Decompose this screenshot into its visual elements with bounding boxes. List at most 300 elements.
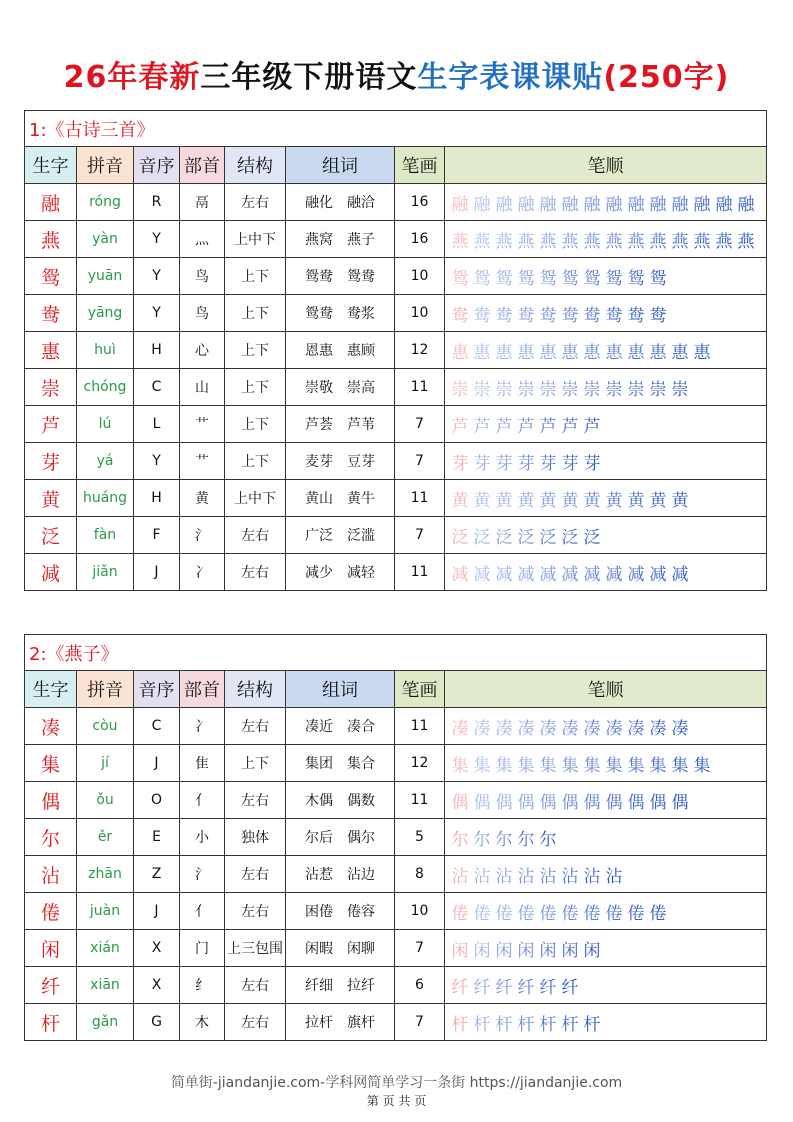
stroke-step-glyph: 惠 [583,342,601,363]
stroke-step-glyph: 崇 [561,379,579,400]
cell-radical: 木 [180,1004,225,1041]
stroke-step-glyph: 倦 [495,903,513,924]
cell-structure: 上下 [225,369,286,406]
cell-strokes: 7 [395,517,445,554]
stroke-order [445,295,767,332]
table-row [25,745,767,782]
footer-page: 第 页 共 页 [366,1094,427,1108]
cell-words: 黄山 黄牛 [286,480,395,517]
stroke-step-glyph: 偶 [517,792,535,813]
cell-pinyin: yuān [77,258,134,295]
stroke-step-glyph: 杆 [451,1014,469,1035]
column-header: 拼音 [77,671,134,708]
stroke-step-glyph: 鸯 [539,305,557,326]
cell-strokes: 11 [395,369,445,406]
stroke-step-glyph: 纤 [451,977,469,998]
column-header: 笔画 [395,671,445,708]
stroke-step-glyph: 鸯 [605,305,623,326]
cell-structure: 上三包围 [225,930,286,967]
stroke-step-glyph: 芦 [561,416,579,437]
stroke-step-glyph: 倦 [583,903,601,924]
cell-initial: X [134,930,180,967]
stroke-step-glyph: 燕 [517,231,535,252]
stroke-step-glyph: 崇 [495,379,513,400]
cell-initial: J [134,554,180,591]
stroke-step-glyph: 芦 [517,416,535,437]
stroke-order [445,708,767,745]
cell-char: 惠 [25,332,77,369]
stroke-order [445,221,767,258]
cell-radical: 山 [180,369,225,406]
stroke-step-glyph: 崇 [583,379,601,400]
cell-radical: 纟 [180,967,225,1004]
stroke-step-glyph: 偶 [649,792,667,813]
stroke-step-glyph: 融 [627,194,645,215]
cell-initial: Y [134,443,180,480]
stroke-step-glyph: 芦 [495,416,513,437]
stroke-step-glyph: 惠 [561,342,579,363]
stroke-order [445,1004,767,1041]
cell-radical: 冫 [180,708,225,745]
table-row [25,369,767,406]
cell-structure: 上下 [225,443,286,480]
stroke-step-glyph: 凑 [649,718,667,739]
cell-words: 麦芽 豆芽 [286,443,395,480]
cell-structure: 左右 [225,554,286,591]
cell-pinyin: xiān [77,967,134,1004]
stroke-step-glyph: 闲 [583,940,601,961]
cell-char: 偶 [25,782,77,819]
stroke-step-glyph: 集 [539,755,557,776]
stroke-step-glyph: 燕 [671,231,689,252]
table-row [25,184,767,221]
cell-char: 鸯 [25,295,77,332]
cell-pinyin: fàn [77,517,134,554]
footer-site: 简单街-jiandanjie.com-学科网简单学习一条街 https://jiandanjie.com [170,1075,623,1091]
stroke-step-glyph: 倦 [451,903,469,924]
stroke-step-glyph: 鸳 [539,268,557,289]
stroke-step-glyph: 纤 [495,977,513,998]
stroke-step-glyph: 尔 [539,829,557,850]
stroke-step-glyph: 减 [649,564,667,585]
stroke-step-glyph: 泛 [451,527,469,548]
stroke-step-glyph: 鸳 [605,268,623,289]
stroke-step-glyph: 倦 [649,903,667,924]
stroke-step-glyph: 集 [473,755,491,776]
stroke-step-glyph: 闲 [451,940,469,961]
cell-words: 减少 减轻 [286,554,395,591]
stroke-step-glyph: 融 [693,194,711,215]
stroke-order [445,745,767,782]
stroke-step-glyph: 鸯 [495,305,513,326]
stroke-step-glyph: 纤 [561,977,579,998]
title-part: (250字) [603,60,730,95]
cell-structure: 左右 [225,893,286,930]
cell-radical: 门 [180,930,225,967]
stroke-step-glyph: 鸳 [583,268,601,289]
stroke-step-glyph: 凑 [627,718,645,739]
cell-pinyin: róng [77,184,134,221]
stroke-step-glyph: 燕 [539,231,557,252]
stroke-step-glyph: 偶 [605,792,623,813]
stroke-step-glyph: 集 [561,755,579,776]
cell-structure: 左右 [225,708,286,745]
cell-pinyin: gǎn [77,1004,134,1041]
stroke-step-glyph: 集 [517,755,535,776]
stroke-step-glyph: 鸯 [451,305,469,326]
stroke-step-glyph: 惠 [671,342,689,363]
cell-strokes: 12 [395,745,445,782]
stroke-step-glyph: 崇 [539,379,557,400]
cell-structure: 独体 [225,819,286,856]
cell-pinyin: yàn [77,221,134,258]
stroke-step-glyph: 沾 [495,866,513,887]
section-title: 1:《古诗三首》 [25,111,767,147]
cell-pinyin: chóng [77,369,134,406]
stroke-step-glyph: 芽 [495,453,513,474]
cell-initial: Y [134,295,180,332]
stroke-step-glyph: 燕 [715,231,733,252]
stroke-step-glyph: 融 [583,194,601,215]
cell-words: 拉杆 旗杆 [286,1004,395,1041]
table-row [25,554,767,591]
cell-radical: 灬 [180,221,225,258]
stroke-step-glyph: 尔 [473,829,491,850]
stroke-step-glyph: 惠 [627,342,645,363]
stroke-step-glyph: 减 [517,564,535,585]
stroke-step-glyph: 集 [495,755,513,776]
cell-words: 鸳鸯 鸳鸯 [286,258,395,295]
stroke-step-glyph: 鸳 [627,268,645,289]
stroke-order [445,554,767,591]
cell-structure: 上下 [225,406,286,443]
cell-words: 凑近 凑合 [286,708,395,745]
column-header: 生字 [25,671,77,708]
stroke-step-glyph: 崇 [671,379,689,400]
cell-initial: J [134,893,180,930]
stroke-step-glyph: 黄 [671,490,689,511]
cell-char: 减 [25,554,77,591]
stroke-step-glyph: 沾 [561,866,579,887]
column-header: 结构 [225,147,286,184]
stroke-step-glyph: 倦 [561,903,579,924]
stroke-step-glyph: 惠 [451,342,469,363]
stroke-step-glyph: 鸳 [561,268,579,289]
stroke-step-glyph: 纤 [539,977,557,998]
stroke-step-glyph: 黄 [495,490,513,511]
stroke-step-glyph: 燕 [561,231,579,252]
stroke-step-glyph: 融 [495,194,513,215]
stroke-step-glyph: 惠 [473,342,491,363]
stroke-step-glyph: 减 [451,564,469,585]
stroke-step-glyph: 集 [649,755,667,776]
stroke-step-glyph: 减 [473,564,491,585]
stroke-step-glyph: 燕 [605,231,623,252]
table-row [25,443,767,480]
cell-char: 燕 [25,221,77,258]
table-row [25,782,767,819]
cell-radical: 氵 [180,517,225,554]
cell-initial: O [134,782,180,819]
cell-pinyin: jiǎn [77,554,134,591]
stroke-step-glyph: 惠 [539,342,557,363]
stroke-order [445,480,767,517]
stroke-step-glyph: 泛 [517,527,535,548]
cell-words: 芦荟 芦苇 [286,406,395,443]
stroke-step-glyph: 鸳 [517,268,535,289]
stroke-step-glyph: 崇 [605,379,623,400]
stroke-step-glyph: 惠 [495,342,513,363]
stroke-order [445,258,767,295]
cell-words: 困倦 倦容 [286,893,395,930]
stroke-step-glyph: 减 [539,564,557,585]
stroke-step-glyph: 减 [605,564,623,585]
stroke-order [445,893,767,930]
cell-char: 杆 [25,1004,77,1041]
table-row [25,221,767,258]
cell-radical: 黄 [180,480,225,517]
stroke-step-glyph: 黄 [605,490,623,511]
column-header: 部首 [180,671,225,708]
stroke-step-glyph: 偶 [539,792,557,813]
stroke-step-glyph: 尔 [495,829,513,850]
character-table-2 [24,634,767,1041]
stroke-step-glyph: 燕 [583,231,601,252]
stroke-step-glyph: 黄 [517,490,535,511]
stroke-step-glyph: 惠 [517,342,535,363]
cell-words: 广泛 泛滥 [286,517,395,554]
table-row [25,930,767,967]
stroke-step-glyph: 燕 [737,231,755,252]
cell-strokes: 5 [395,819,445,856]
stroke-step-glyph: 黄 [627,490,645,511]
table-row [25,332,767,369]
cell-radical: 鬲 [180,184,225,221]
title-part: 26年春新 [63,60,201,95]
cell-strokes: 16 [395,184,445,221]
stroke-step-glyph: 偶 [671,792,689,813]
stroke-step-glyph: 崇 [451,379,469,400]
cell-char: 鸳 [25,258,77,295]
stroke-step-glyph: 融 [473,194,491,215]
stroke-step-glyph: 芦 [583,416,601,437]
stroke-order [445,443,767,480]
stroke-step-glyph: 沾 [473,866,491,887]
title-part: 生字表课课贴 [417,60,604,95]
stroke-step-glyph: 惠 [693,342,711,363]
stroke-step-glyph: 闲 [473,940,491,961]
stroke-step-glyph: 黄 [473,490,491,511]
cell-strokes: 11 [395,480,445,517]
stroke-step-glyph: 集 [451,755,469,776]
stroke-order [445,782,767,819]
table-row [25,517,767,554]
stroke-step-glyph: 芦 [451,416,469,437]
column-header: 笔顺 [445,147,767,184]
cell-initial: H [134,332,180,369]
stroke-step-glyph: 倦 [517,903,535,924]
stroke-step-glyph: 凑 [671,718,689,739]
stroke-step-glyph: 泛 [539,527,557,548]
cell-radical: 心 [180,332,225,369]
cell-words: 木偶 偶数 [286,782,395,819]
cell-char: 尔 [25,819,77,856]
column-header: 笔顺 [445,671,767,708]
cell-words: 恩惠 惠顾 [286,332,395,369]
stroke-step-glyph: 崇 [627,379,645,400]
cell-pinyin: huáng [77,480,134,517]
cell-pinyin: zhān [77,856,134,893]
cell-initial: G [134,1004,180,1041]
stroke-step-glyph: 杆 [495,1014,513,1035]
stroke-order [445,406,767,443]
stroke-step-glyph: 凑 [473,718,491,739]
stroke-step-glyph: 芽 [517,453,535,474]
title-part: 三年级下册语文 [200,60,418,95]
cell-radical: 冫 [180,554,225,591]
stroke-step-glyph: 黄 [649,490,667,511]
table-row [25,1004,767,1041]
cell-strokes: 8 [395,856,445,893]
stroke-step-glyph: 燕 [495,231,513,252]
column-header: 拼音 [77,147,134,184]
cell-radical: 隹 [180,745,225,782]
cell-pinyin: juàn [77,893,134,930]
cell-char: 芦 [25,406,77,443]
stroke-step-glyph: 崇 [517,379,535,400]
table-row [25,856,767,893]
cell-strokes: 11 [395,708,445,745]
cell-words: 尔后 偶尔 [286,819,395,856]
stroke-step-glyph: 纤 [517,977,535,998]
cell-char: 融 [25,184,77,221]
stroke-step-glyph: 闲 [561,940,579,961]
cell-radical: 亻 [180,782,225,819]
column-header: 生字 [25,147,77,184]
cell-radical: 小 [180,819,225,856]
stroke-step-glyph: 融 [649,194,667,215]
cell-strokes: 7 [395,1004,445,1041]
cell-char: 集 [25,745,77,782]
column-header: 音序 [134,147,180,184]
stroke-step-glyph: 鸳 [473,268,491,289]
stroke-step-glyph: 融 [671,194,689,215]
cell-radical: 艹 [180,443,225,480]
stroke-order [445,930,767,967]
stroke-step-glyph: 鸳 [451,268,469,289]
cell-char: 泛 [25,517,77,554]
stroke-step-glyph: 凑 [517,718,535,739]
cell-words: 沾惹 沾边 [286,856,395,893]
stroke-step-glyph: 融 [517,194,535,215]
stroke-order [445,967,767,1004]
stroke-order [445,856,767,893]
stroke-step-glyph: 鸯 [517,305,535,326]
table-row [25,480,767,517]
stroke-step-glyph: 芽 [583,453,601,474]
stroke-step-glyph: 闲 [517,940,535,961]
cell-pinyin: huì [77,332,134,369]
cell-pinyin: xián [77,930,134,967]
cell-strokes: 10 [395,258,445,295]
cell-initial: L [134,406,180,443]
cell-char: 倦 [25,893,77,930]
stroke-step-glyph: 偶 [627,792,645,813]
stroke-step-glyph: 燕 [693,231,711,252]
stroke-step-glyph: 减 [583,564,601,585]
cell-initial: E [134,819,180,856]
stroke-order [445,819,767,856]
stroke-step-glyph: 闲 [539,940,557,961]
stroke-step-glyph: 沾 [605,866,623,887]
stroke-step-glyph: 泛 [495,527,513,548]
stroke-step-glyph: 芦 [473,416,491,437]
column-header: 笔画 [395,147,445,184]
cell-words: 鸳鸯 鸯浆 [286,295,395,332]
stroke-step-glyph: 融 [539,194,557,215]
stroke-step-glyph: 黄 [561,490,579,511]
stroke-step-glyph: 沾 [451,866,469,887]
stroke-step-glyph: 沾 [517,866,535,887]
stroke-step-glyph: 杆 [583,1014,601,1035]
stroke-step-glyph: 偶 [583,792,601,813]
cell-structure: 上中下 [225,221,286,258]
stroke-order [445,369,767,406]
cell-words: 燕窝 燕子 [286,221,395,258]
cell-structure: 上下 [225,258,286,295]
cell-initial: C [134,369,180,406]
cell-pinyin: ǒu [77,782,134,819]
stroke-order [445,184,767,221]
cell-initial: R [134,184,180,221]
stroke-step-glyph: 惠 [649,342,667,363]
cell-initial: Z [134,856,180,893]
column-header: 音序 [134,671,180,708]
stroke-step-glyph: 鸳 [649,268,667,289]
cell-radical: 亻 [180,893,225,930]
stroke-step-glyph: 芽 [539,453,557,474]
cell-words: 闲暇 闲聊 [286,930,395,967]
stroke-step-glyph: 芽 [561,453,579,474]
stroke-step-glyph: 泛 [561,527,579,548]
cell-structure: 上下 [225,332,286,369]
column-header: 组词 [286,147,395,184]
stroke-step-glyph: 融 [451,194,469,215]
stroke-step-glyph: 倦 [473,903,491,924]
cell-strokes: 7 [395,443,445,480]
table-row [25,967,767,1004]
table-row [25,893,767,930]
stroke-step-glyph: 融 [715,194,733,215]
stroke-step-glyph: 纤 [473,977,491,998]
cell-strokes: 11 [395,782,445,819]
stroke-step-glyph: 泛 [583,527,601,548]
stroke-order [445,517,767,554]
stroke-step-glyph: 芦 [539,416,557,437]
cell-radical: 氵 [180,856,225,893]
cell-initial: X [134,967,180,1004]
section-title: 2:《燕子》 [25,635,767,671]
cell-char: 沾 [25,856,77,893]
stroke-step-glyph: 杆 [561,1014,579,1035]
stroke-step-glyph: 燕 [627,231,645,252]
cell-char: 黄 [25,480,77,517]
cell-char: 崇 [25,369,77,406]
cell-structure: 左右 [225,184,286,221]
stroke-step-glyph: 鸯 [473,305,491,326]
cell-initial: Y [134,221,180,258]
stroke-step-glyph: 偶 [473,792,491,813]
